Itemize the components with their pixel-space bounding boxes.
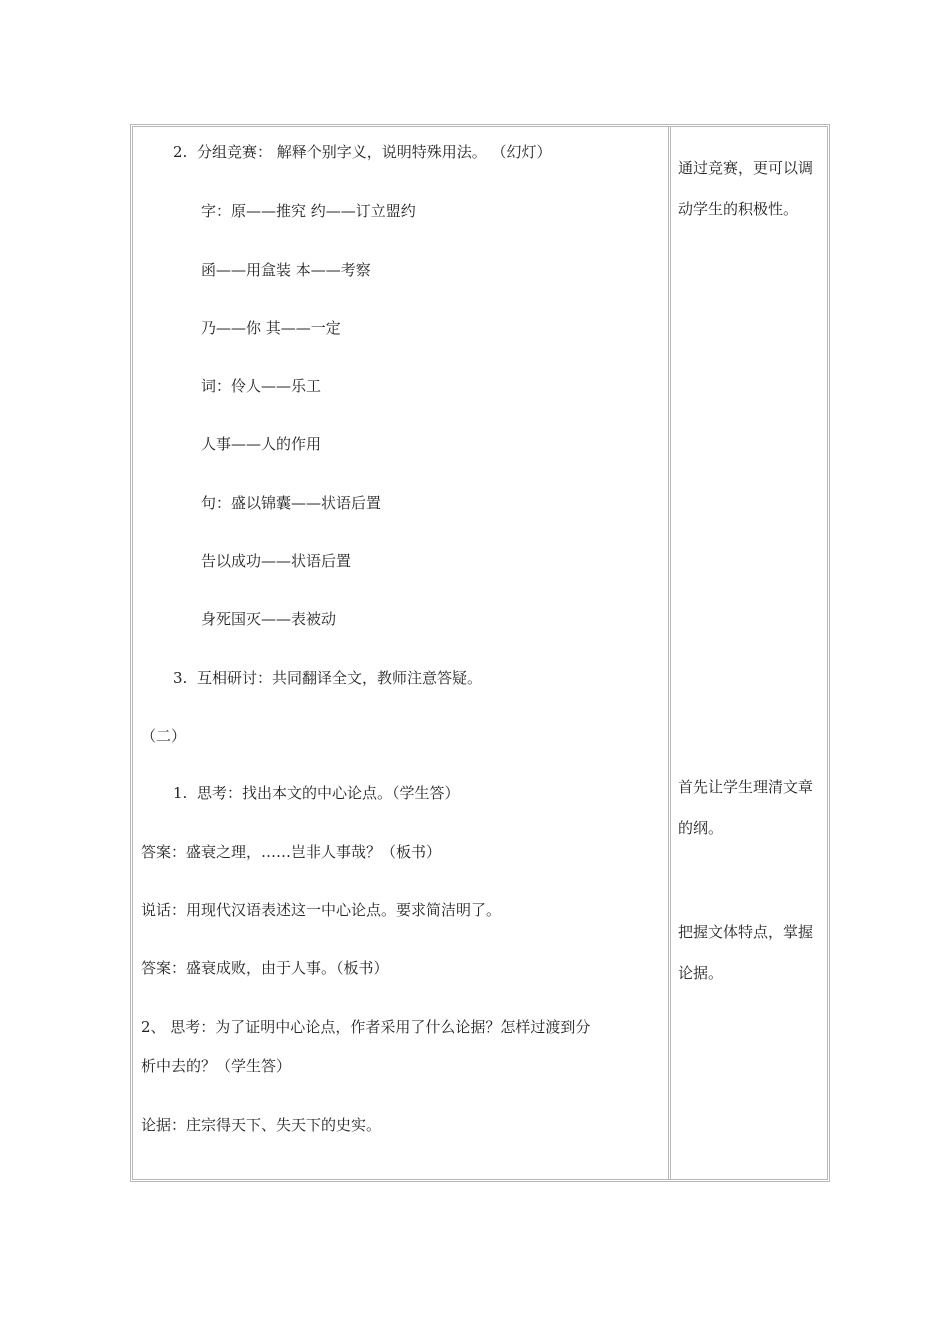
word-line-2: 函——用盒装 本——考察 [201,261,371,279]
answer-line-2: 答案：盛衰成败，由于人事。（板书） [141,959,389,977]
word-line-3: 乃——你 其——一定 [201,319,341,337]
side-note-outline: 首先让学生理清文章的纲。 [678,778,814,837]
answer-line-1: 答案：盛衰之理，……岂非人事哉？（板书） [141,843,442,861]
column-divider [668,127,671,1179]
evidence-line: 论据：庄宗得天下、失天下的史实。 [141,1116,382,1134]
sentence-line-1: 句：盛以锦囊——状语后置 [201,494,382,512]
word-line-1: 字：原——推究 约——订立盟约 [201,202,416,220]
step-1-thinking: 1. 思考：找出本文的中心论点。（学生答） [173,784,460,802]
section-heading-2: （二） [141,727,187,745]
item-number: 2. [173,143,188,161]
item-number: 3. [173,669,188,687]
step-2-thinking: 2、 思考：为了证明中心论点，作者采用了什么论据？怎样过渡到分 [141,1018,591,1036]
phrase-line-2: 人事——人的作用 [201,435,322,453]
side-note-competition: 通过竞赛，更可以调动学生的积极性。 [678,159,814,218]
step-3-discussion: 3. 互相研讨：共同翻译全文，教师注意答疑。 [173,669,483,687]
step-2-competition: 2. 分组竞赛： 解释个别字义，说明特殊用法。 （幻灯） [173,143,552,161]
speaking-line: 说话：用现代汉语表述这一中心论点。要求简洁明了。 [141,901,502,919]
side-note-style: 把握文体特点，掌握论据。 [678,923,814,982]
phrase-line-1: 词：伶人——乐工 [201,377,322,395]
item-number: 1. [173,784,188,802]
step-2-thinking-cont: 析中去的？（学生答） [141,1057,292,1075]
sentence-line-3: 身死国灭——表被动 [201,610,337,628]
sentence-line-2: 告以成功——状语后置 [201,552,352,570]
lesson-table [130,124,830,1182]
